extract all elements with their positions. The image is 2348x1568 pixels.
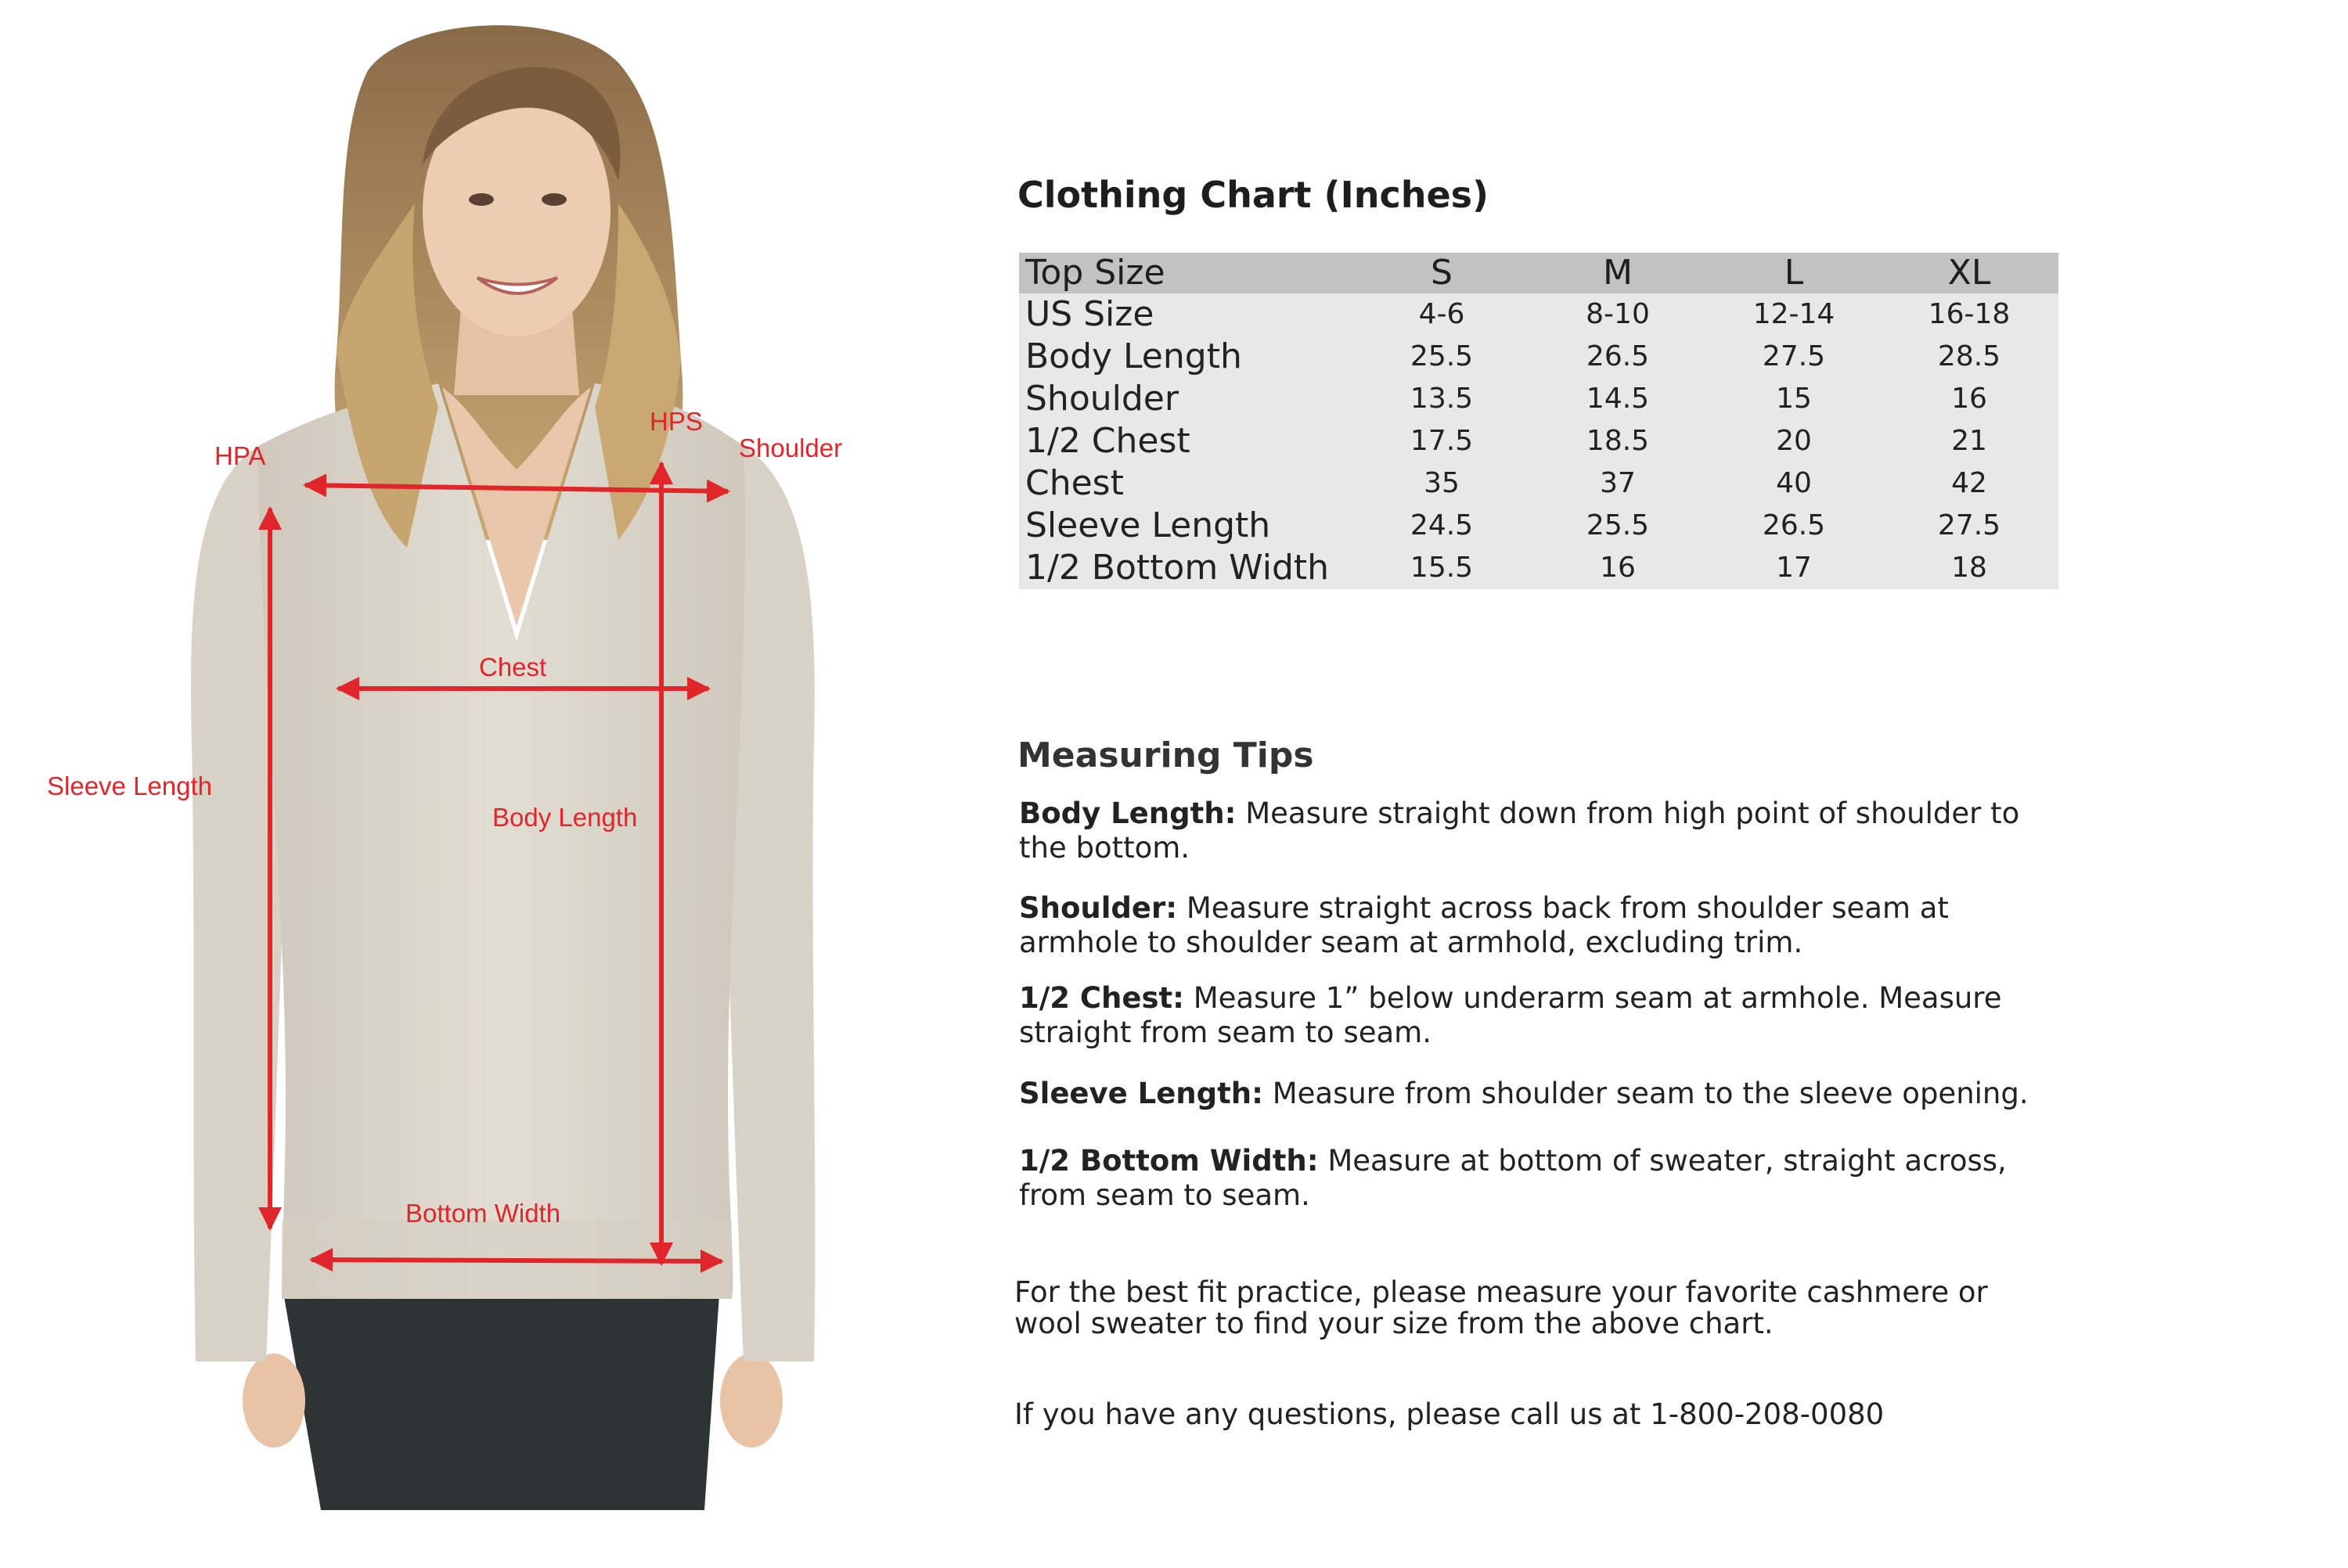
table-row: [1019, 462, 2058, 505]
bottom-width-arrow: [312, 1260, 722, 1261]
right-hand: [720, 1354, 783, 1448]
header-size-l: L: [1708, 253, 1880, 293]
cell: 35: [1356, 462, 1528, 505]
tip-term: 1/2 Chest:: [1019, 981, 1184, 1015]
tip-shoulder: [1019, 891, 2060, 960]
tip-text: Measure from shoulder seam to the sleeve opening.: [1272, 1077, 2029, 1110]
cell: 13.5: [1356, 378, 1528, 420]
cell: 18.5: [1528, 420, 1708, 462]
cell: 26.5: [1708, 505, 1880, 547]
cell: 16: [1880, 378, 2058, 420]
row-label: 1/2 Chest: [1019, 420, 1356, 462]
bottom-width-label: Bottom Width: [405, 1199, 561, 1228]
cell: 16: [1528, 547, 1708, 589]
left-hand: [243, 1354, 305, 1448]
fit-note: For the best fit practice, please measure your favorite cashmere or wool sweater to find your size from the above chart.: [1014, 1275, 1988, 1340]
tip-half-chest: [1019, 981, 2060, 1050]
contact-note: If you have any questions, please call us at 1-800-208-0080: [1014, 1397, 1885, 1431]
tip-text: Measure straight across back from shoulder seam at armhole to shoulder seam at armhold, excluding trim.: [1019, 891, 1949, 959]
table-row: [1019, 293, 2058, 336]
hpa-label: HPA: [214, 441, 266, 470]
header-size-s: S: [1356, 253, 1528, 293]
tip-term: Body Length:: [1019, 797, 1237, 830]
table-row: [1019, 505, 2058, 547]
row-label: Sleeve Length: [1019, 505, 1356, 547]
cell: 17: [1708, 547, 1880, 589]
row-label: Shoulder: [1019, 378, 1356, 420]
chest-label: Chest: [479, 653, 547, 682]
cell: 27.5: [1708, 336, 1880, 378]
cell: 20: [1708, 420, 1880, 462]
cell: 16-18: [1880, 293, 2058, 336]
tip-term: Sleeve Length:: [1019, 1077, 1263, 1110]
table-row: [1019, 378, 2058, 420]
cell: 14.5: [1528, 378, 1708, 420]
header-top-size: Top Size: [1019, 253, 1356, 293]
cell: 21: [1880, 420, 2058, 462]
measuring-tips-title: Measuring Tips: [1017, 735, 1314, 775]
cell: 15.5: [1356, 547, 1528, 589]
tip-sleeve-length: [1019, 1077, 2060, 1111]
tip-half-bottom-width: [1019, 1144, 2060, 1213]
header-size-m: M: [1528, 253, 1708, 293]
table-header-row: [1019, 253, 2058, 293]
tip-text: Measure straight down from high point of shoulder to the bottom.: [1019, 797, 2020, 865]
table-row: [1019, 420, 2058, 462]
chart-title: Clothing Chart (Inches): [1017, 174, 1489, 216]
body-length-label: Body Length: [492, 803, 638, 832]
hps-label: HPS: [650, 407, 703, 436]
model-illustration: [0, 0, 1017, 1565]
row-label: US Size: [1019, 293, 1356, 336]
tip-term: Shoulder:: [1019, 891, 1178, 925]
cell: 26.5: [1528, 336, 1708, 378]
row-label: Body Length: [1019, 336, 1356, 378]
cell: 25.5: [1528, 505, 1708, 547]
shoulder-label: Shoulder: [739, 433, 843, 462]
cell: 40: [1708, 462, 1880, 505]
header-size-xl: XL: [1880, 253, 2058, 293]
cell: 24.5: [1356, 505, 1528, 547]
cell: 8-10: [1528, 293, 1708, 336]
tip-body-length: [1019, 797, 2060, 865]
row-label: Chest: [1019, 462, 1356, 505]
table-row: [1019, 547, 2058, 589]
cell: 25.5: [1356, 336, 1528, 378]
cell: 18: [1880, 547, 2058, 589]
tip-term: 1/2 Bottom Width:: [1019, 1144, 1319, 1178]
tip-text: Measure 1” below underarm seam at armhole. Measure straight from seam to seam.: [1019, 981, 2002, 1049]
size-chart-table: [1019, 253, 2058, 589]
cell: 12-14: [1708, 293, 1880, 336]
cell: 27.5: [1880, 505, 2058, 547]
table-row: [1019, 336, 2058, 378]
cell: 17.5: [1356, 420, 1528, 462]
cell: 28.5: [1880, 336, 2058, 378]
tip-text: Measure at bottom of sweater, straight across, from seam to seam.: [1019, 1144, 2007, 1212]
cell: 15: [1708, 378, 1880, 420]
cell: 4-6: [1356, 293, 1528, 336]
jeans: [282, 1283, 720, 1510]
row-label: 1/2 Bottom Width: [1019, 547, 1356, 589]
cell: 42: [1880, 462, 2058, 505]
cell: 37: [1528, 462, 1708, 505]
sleeve-length-label: Sleeve Length: [47, 771, 213, 800]
